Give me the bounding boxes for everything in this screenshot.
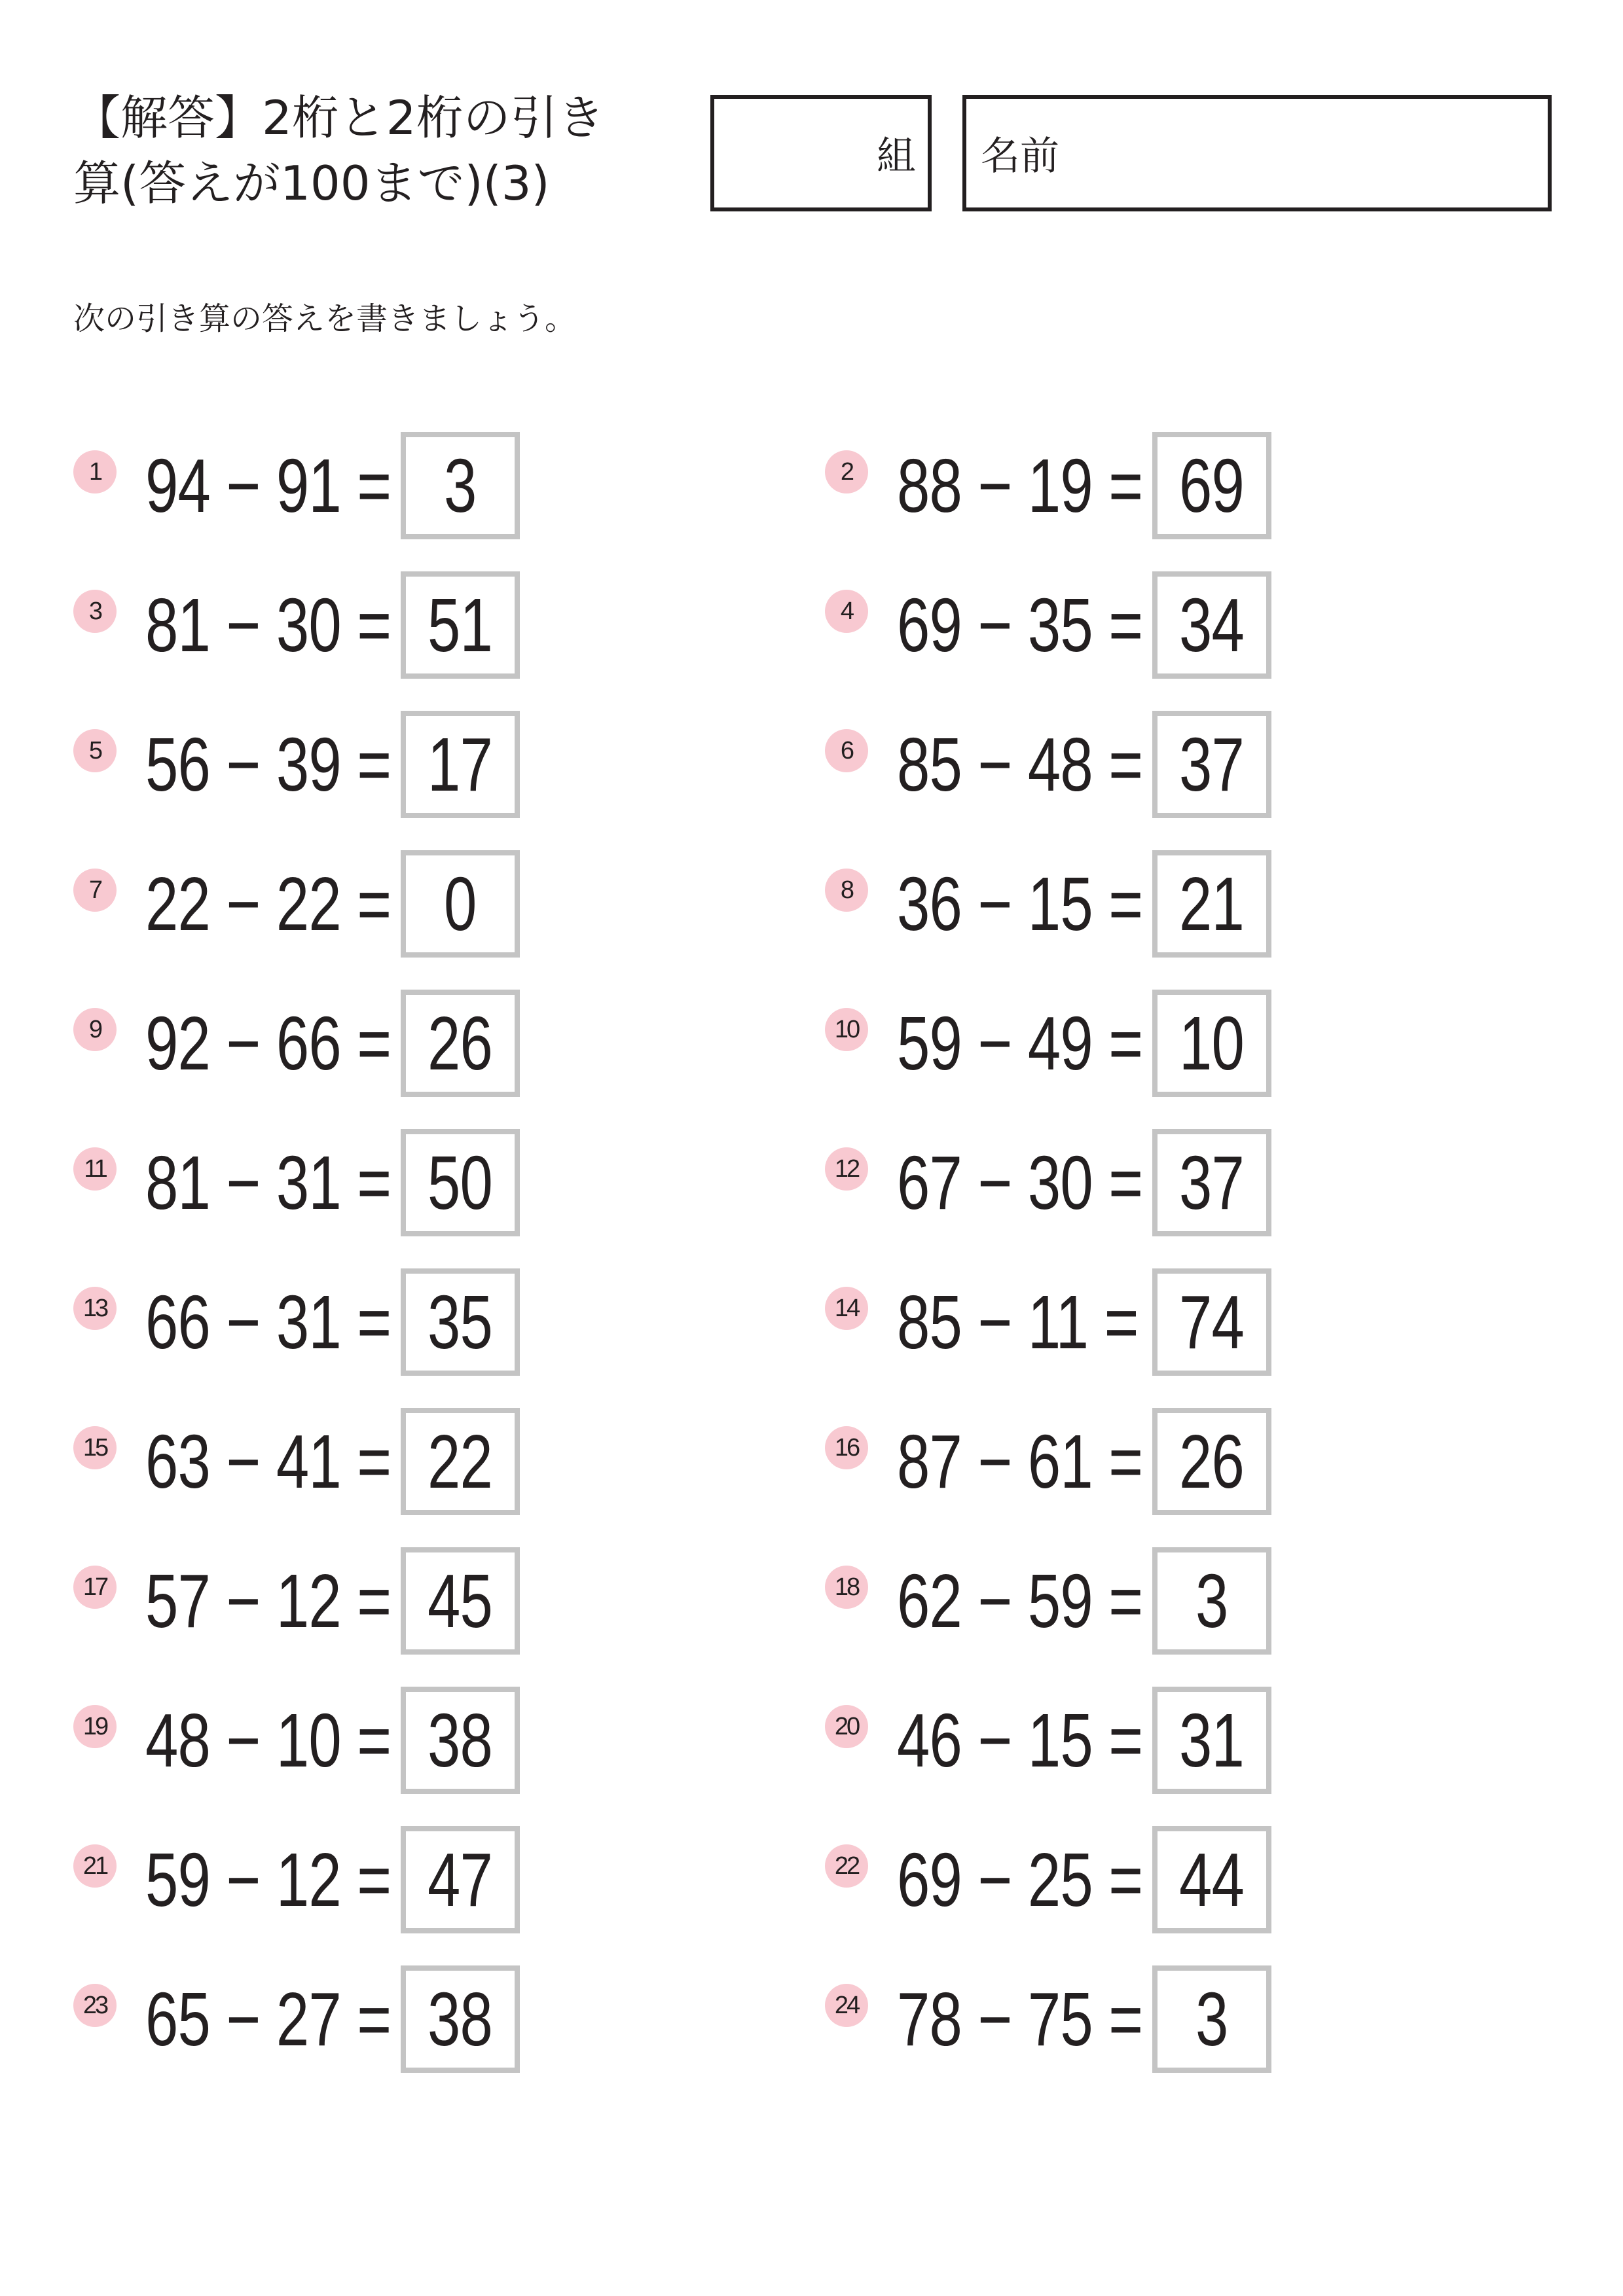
title-line-2: 算(答えが100まで)(3)	[73, 156, 550, 211]
problem-expression: 88 − 19 =	[897, 443, 1143, 528]
problem-number-badge: 2	[825, 450, 868, 493]
answer-box[interactable]	[401, 1826, 520, 1933]
answer-value: 21	[1179, 861, 1245, 946]
class-field[interactable]	[710, 95, 932, 211]
answer-value: 26	[1179, 1419, 1245, 1504]
problem-number-badge: 9	[73, 1008, 117, 1051]
answer-box[interactable]	[1152, 850, 1271, 958]
answer-value: 34	[1179, 583, 1245, 668]
problem-number-badge: 22	[825, 1844, 868, 1888]
problem-expression: 78 − 75 =	[897, 1977, 1143, 2062]
answer-box[interactable]	[401, 1129, 520, 1236]
problem-item	[825, 1268, 1414, 1376]
problem-expression: 36 − 15 =	[897, 861, 1143, 946]
problem-expression: 94 − 91 =	[145, 443, 392, 528]
problem-number-badge: 16	[825, 1426, 868, 1469]
problem-expression: 22 − 22 =	[145, 861, 392, 946]
problem-expression: 87 − 61 =	[897, 1419, 1143, 1504]
problem-number-badge: 3	[73, 590, 117, 633]
answer-box[interactable]	[401, 1268, 520, 1376]
answer-box[interactable]	[401, 1547, 520, 1655]
answer-box[interactable]	[1152, 990, 1271, 1097]
answer-value: 3	[444, 443, 477, 528]
problem-item	[73, 571, 663, 679]
answer-box[interactable]	[401, 1687, 520, 1794]
title-line-1: 【解答】2桁と2桁の引き	[73, 90, 605, 145]
answer-value: 10	[1179, 1001, 1245, 1086]
name-label: 名前	[981, 134, 1059, 179]
problem-expression: 56 − 39 =	[145, 722, 392, 807]
answer-box[interactable]	[1152, 1965, 1271, 2073]
problem-expression: 62 − 59 =	[897, 1558, 1143, 1643]
problem-number-badge: 8	[825, 869, 868, 912]
answer-value: 26	[428, 1001, 493, 1086]
answer-value: 17	[428, 722, 493, 807]
problem-expression: 85 − 11 =	[897, 1280, 1139, 1365]
answer-box[interactable]	[401, 990, 520, 1097]
problem-item	[825, 1129, 1414, 1236]
answer-box[interactable]	[1152, 1129, 1271, 1236]
instructions: 次の引き算の答えを書きましょう。	[73, 300, 577, 337]
problem-item	[73, 711, 663, 818]
answer-box[interactable]	[1152, 571, 1271, 679]
problem-number-badge: 18	[825, 1566, 868, 1609]
answer-value: 45	[428, 1558, 493, 1643]
problem-expression: 57 − 12 =	[145, 1558, 392, 1643]
answer-box[interactable]	[401, 432, 520, 539]
problem-number-badge: 14	[825, 1287, 868, 1330]
problem-item	[73, 1408, 663, 1515]
problem-item	[825, 1826, 1414, 1933]
answer-value: 22	[428, 1419, 493, 1504]
problem-item	[825, 1547, 1414, 1655]
answer-value: 44	[1179, 1837, 1245, 1922]
answer-box[interactable]	[1152, 1268, 1271, 1376]
answer-box[interactable]	[401, 850, 520, 958]
answer-value: 74	[1179, 1280, 1245, 1365]
problem-number-badge: 7	[73, 869, 117, 912]
problem-item	[825, 1965, 1414, 2073]
problem-number-badge: 21	[73, 1844, 117, 1888]
problem-expression: 92 − 66 =	[145, 1001, 392, 1086]
problem-number-badge: 20	[825, 1705, 868, 1748]
answer-box[interactable]	[1152, 1547, 1271, 1655]
problem-item	[73, 1687, 663, 1794]
problem-expression: 67 − 30 =	[897, 1140, 1143, 1225]
problem-number-badge: 1	[73, 450, 117, 493]
answer-value: 37	[1179, 1140, 1245, 1225]
problem-expression: 63 − 41 =	[145, 1419, 392, 1504]
problem-number-badge: 10	[825, 1008, 868, 1051]
answer-value: 35	[428, 1280, 493, 1365]
problem-expression: 66 − 31 =	[145, 1280, 392, 1365]
problem-item	[825, 850, 1414, 958]
problem-item	[73, 850, 663, 958]
problem-number-badge: 19	[73, 1705, 117, 1748]
name-field[interactable]	[962, 95, 1552, 211]
problem-item	[73, 1965, 663, 2073]
problem-expression: 69 − 35 =	[897, 583, 1143, 668]
answer-value: 37	[1179, 722, 1245, 807]
answer-value: 38	[428, 1977, 493, 2062]
answer-value: 69	[1179, 443, 1245, 528]
worksheet-title	[73, 85, 663, 216]
problem-number-badge: 12	[825, 1147, 868, 1191]
answer-box[interactable]	[1152, 432, 1271, 539]
answer-value: 31	[1179, 1698, 1245, 1783]
problem-expression: 59 − 49 =	[897, 1001, 1143, 1086]
answer-box[interactable]	[401, 571, 520, 679]
problem-number-badge: 13	[73, 1287, 117, 1330]
answer-value: 38	[428, 1698, 493, 1783]
problem-item	[825, 571, 1414, 679]
problem-item	[825, 1687, 1414, 1794]
problem-expression: 85 − 48 =	[897, 722, 1143, 807]
answer-value: 0	[444, 861, 477, 946]
problem-number-badge: 24	[825, 1984, 868, 2027]
problem-number-badge: 11	[73, 1147, 117, 1191]
answer-box[interactable]	[1152, 1687, 1271, 1794]
problem-item	[825, 432, 1414, 539]
problem-number-badge: 23	[73, 1984, 117, 2027]
answer-value: 51	[428, 583, 493, 668]
class-label: 組	[877, 134, 916, 179]
answer-box[interactable]	[1152, 711, 1271, 818]
answer-value: 50	[428, 1140, 493, 1225]
problem-item	[73, 1547, 663, 1655]
problem-number-badge: 15	[73, 1426, 117, 1469]
answer-value: 3	[1195, 1977, 1228, 2062]
problem-number-badge: 17	[73, 1566, 117, 1609]
problem-expression: 65 − 27 =	[145, 1977, 392, 2062]
problem-number-badge: 5	[73, 729, 117, 772]
answer-box[interactable]	[401, 1965, 520, 2073]
problem-item	[825, 990, 1414, 1097]
problem-item	[825, 1408, 1414, 1515]
problem-item	[825, 711, 1414, 818]
answer-box[interactable]	[1152, 1826, 1271, 1933]
answer-box[interactable]	[401, 1408, 520, 1515]
problem-expression: 59 − 12 =	[145, 1837, 392, 1922]
problem-number-badge: 4	[825, 590, 868, 633]
answer-value: 3	[1195, 1558, 1228, 1643]
problem-item	[73, 1826, 663, 1933]
problem-item	[73, 1129, 663, 1236]
problem-number-badge: 6	[825, 729, 868, 772]
problem-item	[73, 1268, 663, 1376]
problem-expression: 81 − 31 =	[145, 1140, 392, 1225]
answer-box[interactable]	[1152, 1408, 1271, 1515]
problem-expression: 46 − 15 =	[897, 1698, 1143, 1783]
problem-expression: 81 − 30 =	[145, 583, 392, 668]
problem-item	[73, 432, 663, 539]
problem-expression: 48 − 10 =	[145, 1698, 392, 1783]
answer-box[interactable]	[401, 711, 520, 818]
answer-value: 47	[428, 1837, 493, 1922]
problem-expression: 69 − 25 =	[897, 1837, 1143, 1922]
problem-item	[73, 990, 663, 1097]
